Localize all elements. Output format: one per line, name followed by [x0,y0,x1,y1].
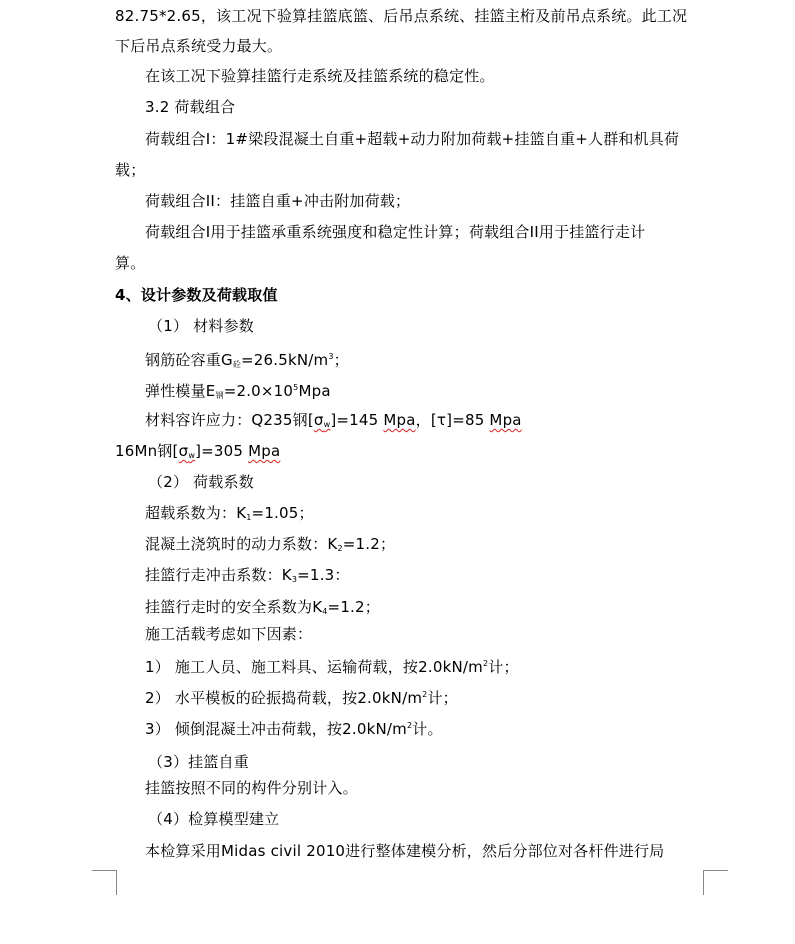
text: 弹性模量E [145,382,216,400]
text: Mpa [298,382,331,400]
page-gap [0,870,795,944]
sigma-symbol: $\sigma_w$ [178,442,196,460]
text: =26.5kN/m [241,351,329,369]
paragraph-line: 挂篮按照不同的构件分别计入。 [145,779,358,797]
subscript: 2 [337,544,343,553]
paragraph-line: 施工活载考虑如下因素： [145,625,313,643]
page-corner-mark [92,870,117,895]
section-heading: 4、设计参数及荷载取值 [115,286,278,304]
paragraph-line: 算。 [115,254,146,272]
param-line [115,441,280,466]
text: 挂篮行走时的安全系数为K [145,598,323,616]
text: ，[τ]=85 [415,411,490,429]
text: =1.05； [251,504,314,522]
sigma-symbol: $\sigma_w$ [313,411,331,429]
paragraph-line: 本检算采用Midas civil 2010进行整体建模分析，然后分部位对各杆件进行局 [145,842,665,860]
unit-text: Mpa [383,411,416,429]
subscript: 钢 [215,391,224,400]
subsection-heading: （1） 材料参数 [148,317,254,335]
unit-text: Mpa [248,442,281,460]
text: 材料容许应力：Q235钢[ [145,411,314,429]
text: 计； [427,689,458,707]
section-heading: 3.2 荷载组合 [145,98,236,116]
list-item [145,716,443,739]
paragraph-line: 荷载组合II：挂篮自重+冲击附加荷载； [145,192,411,210]
subsection-heading: （4）检算模型建立 [148,810,280,828]
text: 3） 倾倒混凝土冲击荷载，按2.0kN/m [145,720,407,738]
text: =1.2； [342,535,396,553]
superscript: 2 [406,721,413,730]
superscript: 2 [482,659,489,668]
subsection-heading: （3）挂篮自重 [148,753,249,771]
param-line [145,503,314,528]
param-line [145,378,331,406]
text: 16Mn钢[ [115,442,179,460]
text: =2.0×10 [223,382,294,400]
text: 1） 施工人员、施工料具、运输荷载，按2.0kN/m [145,658,483,676]
param-line [145,534,395,559]
text: =1.2； [327,598,380,616]
list-item [145,654,519,677]
superscript: 5 [293,383,299,392]
paragraph-line: 荷载组合Ⅰ：1#梁段混凝土自重+超载+动力附加荷载+挂篮自重+人群和机具荷 [145,130,680,148]
text: 混凝土浇筑时的动力系数：K [145,535,338,553]
text: 计； [488,658,519,676]
param-line [145,597,380,622]
text: ]=305 [195,442,249,460]
subscript: 4 [322,607,328,616]
text: =1.3： [297,566,350,584]
paragraph-line: 载； [115,161,146,179]
page-corner-mark [703,870,728,895]
param-line [145,410,522,435]
subscript: 砼 [232,360,242,369]
unit-text: Mpa [489,411,522,429]
text: 2） 水平模板的砼振捣荷载，按2.0kN/m [145,689,423,707]
param-line [145,565,350,590]
text: 超载系数为：K [145,504,247,522]
paragraph-line: 荷载组合Ⅰ用于挂篮承重系统强度和稳定性计算；荷载组合II用于挂篮行走计 [145,223,646,241]
paragraph-line: 在该工况下验算挂篮行走系统及挂篮系统的稳定性。 [145,67,495,85]
text: 钢筋砼容重G [145,351,233,369]
text: 计。 [412,720,443,738]
subscript: 1 [246,513,252,522]
superscript: 2 [422,690,428,699]
subsection-heading: （2） 荷载系数 [148,473,254,491]
text: 挂篮行走冲击系数：K [145,566,292,584]
subscript: 3 [291,575,298,584]
text: ； [333,351,349,369]
superscript: 3 [328,352,334,361]
paragraph-line: 下后吊点系统受力最大。 [115,37,283,55]
paragraph-line: 82.75*2.65，该工况下验算挂篮底篮、后吊点系统、挂篮主桁及前吊点系统。此工况 [115,7,688,25]
text: ]=145 [330,411,384,429]
list-item [145,685,458,708]
param-line [145,347,349,375]
